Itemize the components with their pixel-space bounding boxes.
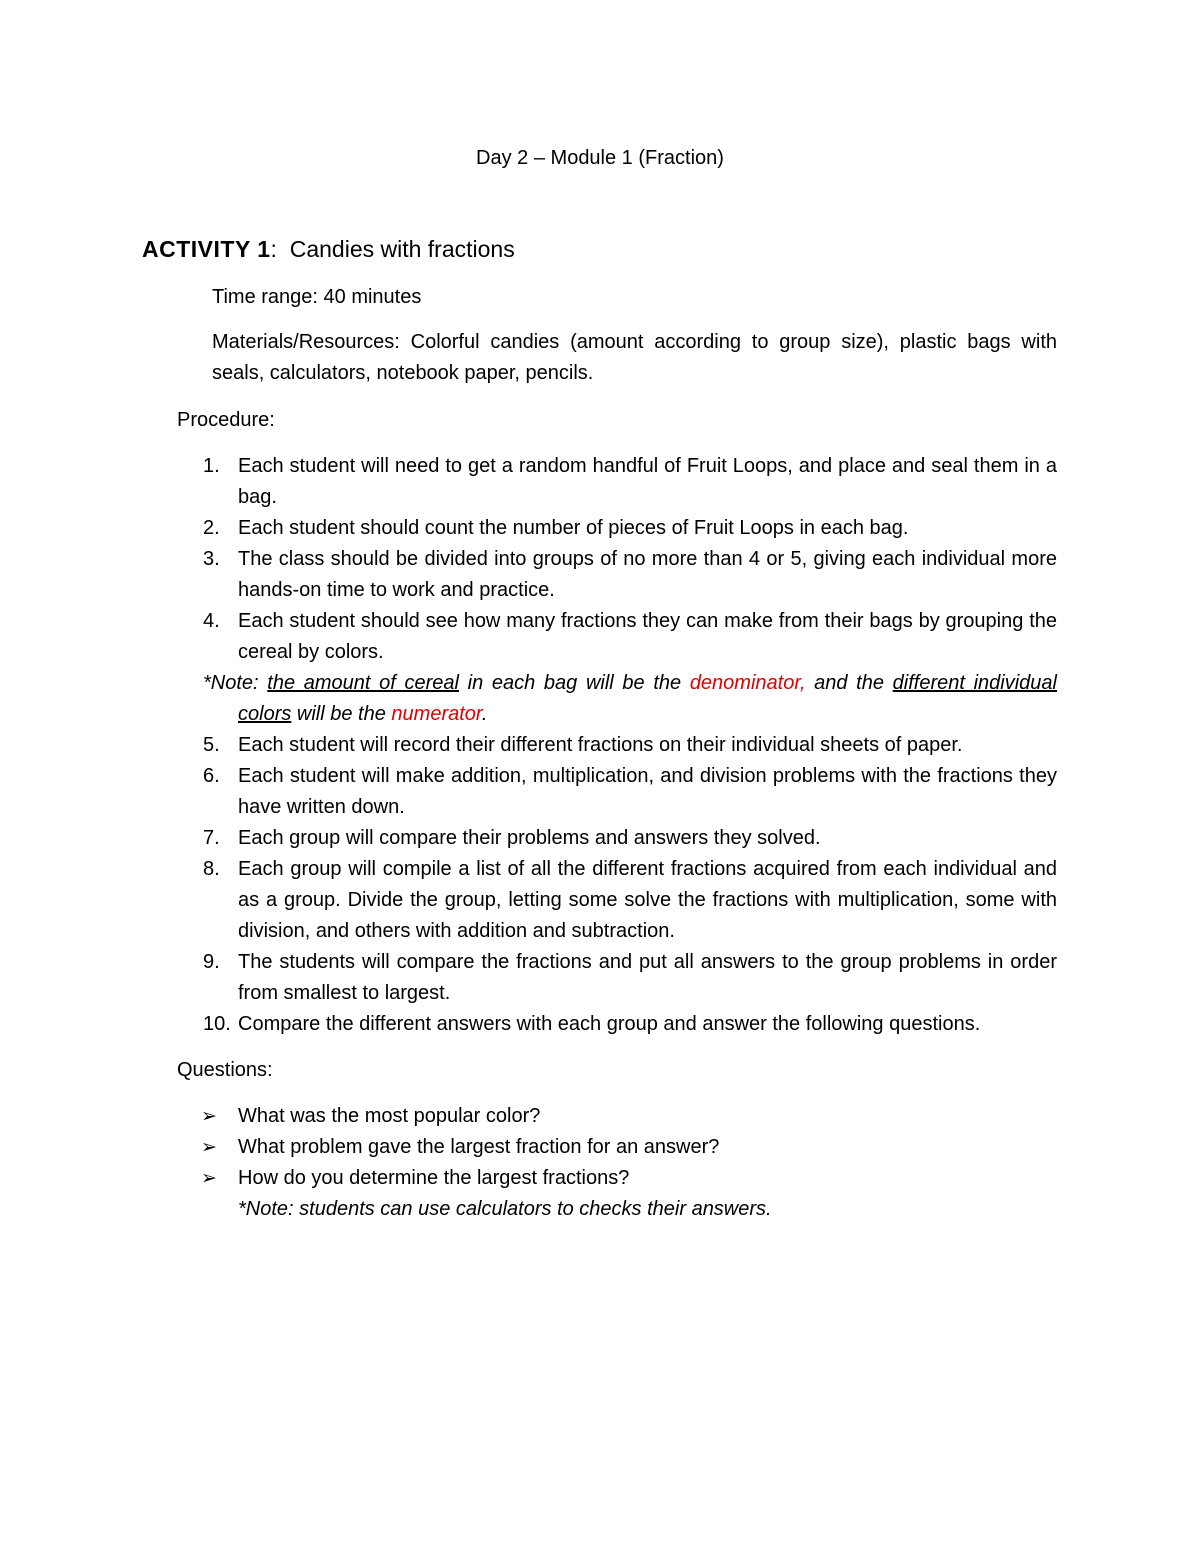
procedure-text: Each student will make addition, multiplication, and division problems with the fractions they have written down. [238, 765, 1057, 818]
procedure-number: 2. [203, 517, 220, 539]
questions-label: Questions: [177, 1059, 273, 1081]
procedure-number: 9. [203, 951, 220, 973]
procedure-item [177, 1009, 1057, 1040]
note-text: in each bag will be the [458, 672, 690, 694]
procedure-number: 10. [203, 1013, 231, 1035]
activity-name: Candies with fractions [289, 236, 515, 262]
procedure-text: Each group will compile a list of all the different fractions acquired from each individual and as a group. Divide the group, letting some solve the fractions with multiplication, some with division, and others with addition and subtraction. [238, 858, 1057, 942]
procedure-item [177, 513, 1057, 544]
time-range: Time range: 40 minutes [212, 286, 422, 308]
procedure-text: Compare the different answers with each group and answer the following questions. [238, 1013, 981, 1035]
procedure-text: The students will compare the fractions and put all answers to the group problems in order from smallest to largest. [238, 951, 1057, 1004]
procedure-label: Procedure: [177, 409, 275, 431]
procedure-number: 3. [203, 548, 220, 570]
activity-heading [142, 233, 515, 265]
procedure-text: Each student will record their different fractions on their individual sheets of paper. [238, 734, 963, 756]
note-text: will be the [291, 703, 392, 725]
questions-note: *Note: students can use calculators to checks their answers. [238, 1198, 772, 1220]
procedure-number: 1. [203, 455, 220, 477]
activity-label: ACTIVITY 1 [142, 236, 271, 262]
procedure-note [177, 668, 1057, 730]
question-item [177, 1132, 1057, 1163]
procedure-item [177, 606, 1057, 668]
question-text: What problem gave the largest fraction for an answer? [238, 1136, 720, 1158]
note-colors: different individual colors [238, 672, 1057, 725]
materials-resources: Materials/Resources: Colorful candies (amount according to group size), plastic bags with seals, calculators, notebook paper, pencils. [212, 331, 1057, 384]
questions-list [177, 1101, 1057, 1225]
procedure-item [177, 823, 1057, 854]
procedure-item [177, 761, 1057, 823]
procedure-text: Each group will compare their problems and answers they solved. [238, 827, 821, 849]
note-amount: the amount of cereal [267, 672, 459, 694]
procedure-number: 7. [203, 827, 220, 849]
procedure-item [177, 947, 1057, 1009]
procedure-number: 5. [203, 734, 220, 756]
procedure-text: Each student should count the number of pieces of Fruit Loops in each bag. [238, 517, 909, 539]
question-item [177, 1163, 1057, 1194]
arrow-bullet-icon: ➢ [201, 1136, 217, 1158]
note-denominator: denominator, [689, 672, 806, 694]
activity-colon: : [270, 236, 277, 262]
procedure-item [177, 544, 1057, 606]
procedure-number: 8. [203, 858, 220, 880]
procedure-number: 6. [203, 765, 220, 787]
question-text: What was the most popular color? [238, 1105, 541, 1127]
procedure-text: The class should be divided into groups of no more than 4 or 5, giving each individual more hands-on time to work and practice. [238, 548, 1057, 601]
procedure-item [177, 451, 1057, 513]
note-text: and the [805, 672, 893, 694]
note-end: . [481, 703, 488, 725]
note-numerator: numerator [391, 703, 482, 725]
note-prefix: *Note: [203, 672, 268, 694]
procedure-list [177, 451, 1057, 1040]
question-item [177, 1101, 1057, 1132]
procedure-number: 4. [203, 610, 220, 632]
document-title: Day 2 – Module 1 (Fraction) [476, 147, 724, 169]
procedure-item [177, 730, 1057, 761]
arrow-bullet-icon: ➢ [201, 1167, 217, 1189]
procedure-text: Each student should see how many fractions they can make from their bags by grouping the cereal by colors. [238, 610, 1057, 663]
procedure-item [177, 854, 1057, 947]
question-text: How do you determine the largest fractions? [238, 1167, 630, 1189]
arrow-bullet-icon: ➢ [201, 1105, 217, 1127]
procedure-text: Each student will need to get a random handful of Fruit Loops, and place and seal them in a bag. [238, 455, 1057, 508]
